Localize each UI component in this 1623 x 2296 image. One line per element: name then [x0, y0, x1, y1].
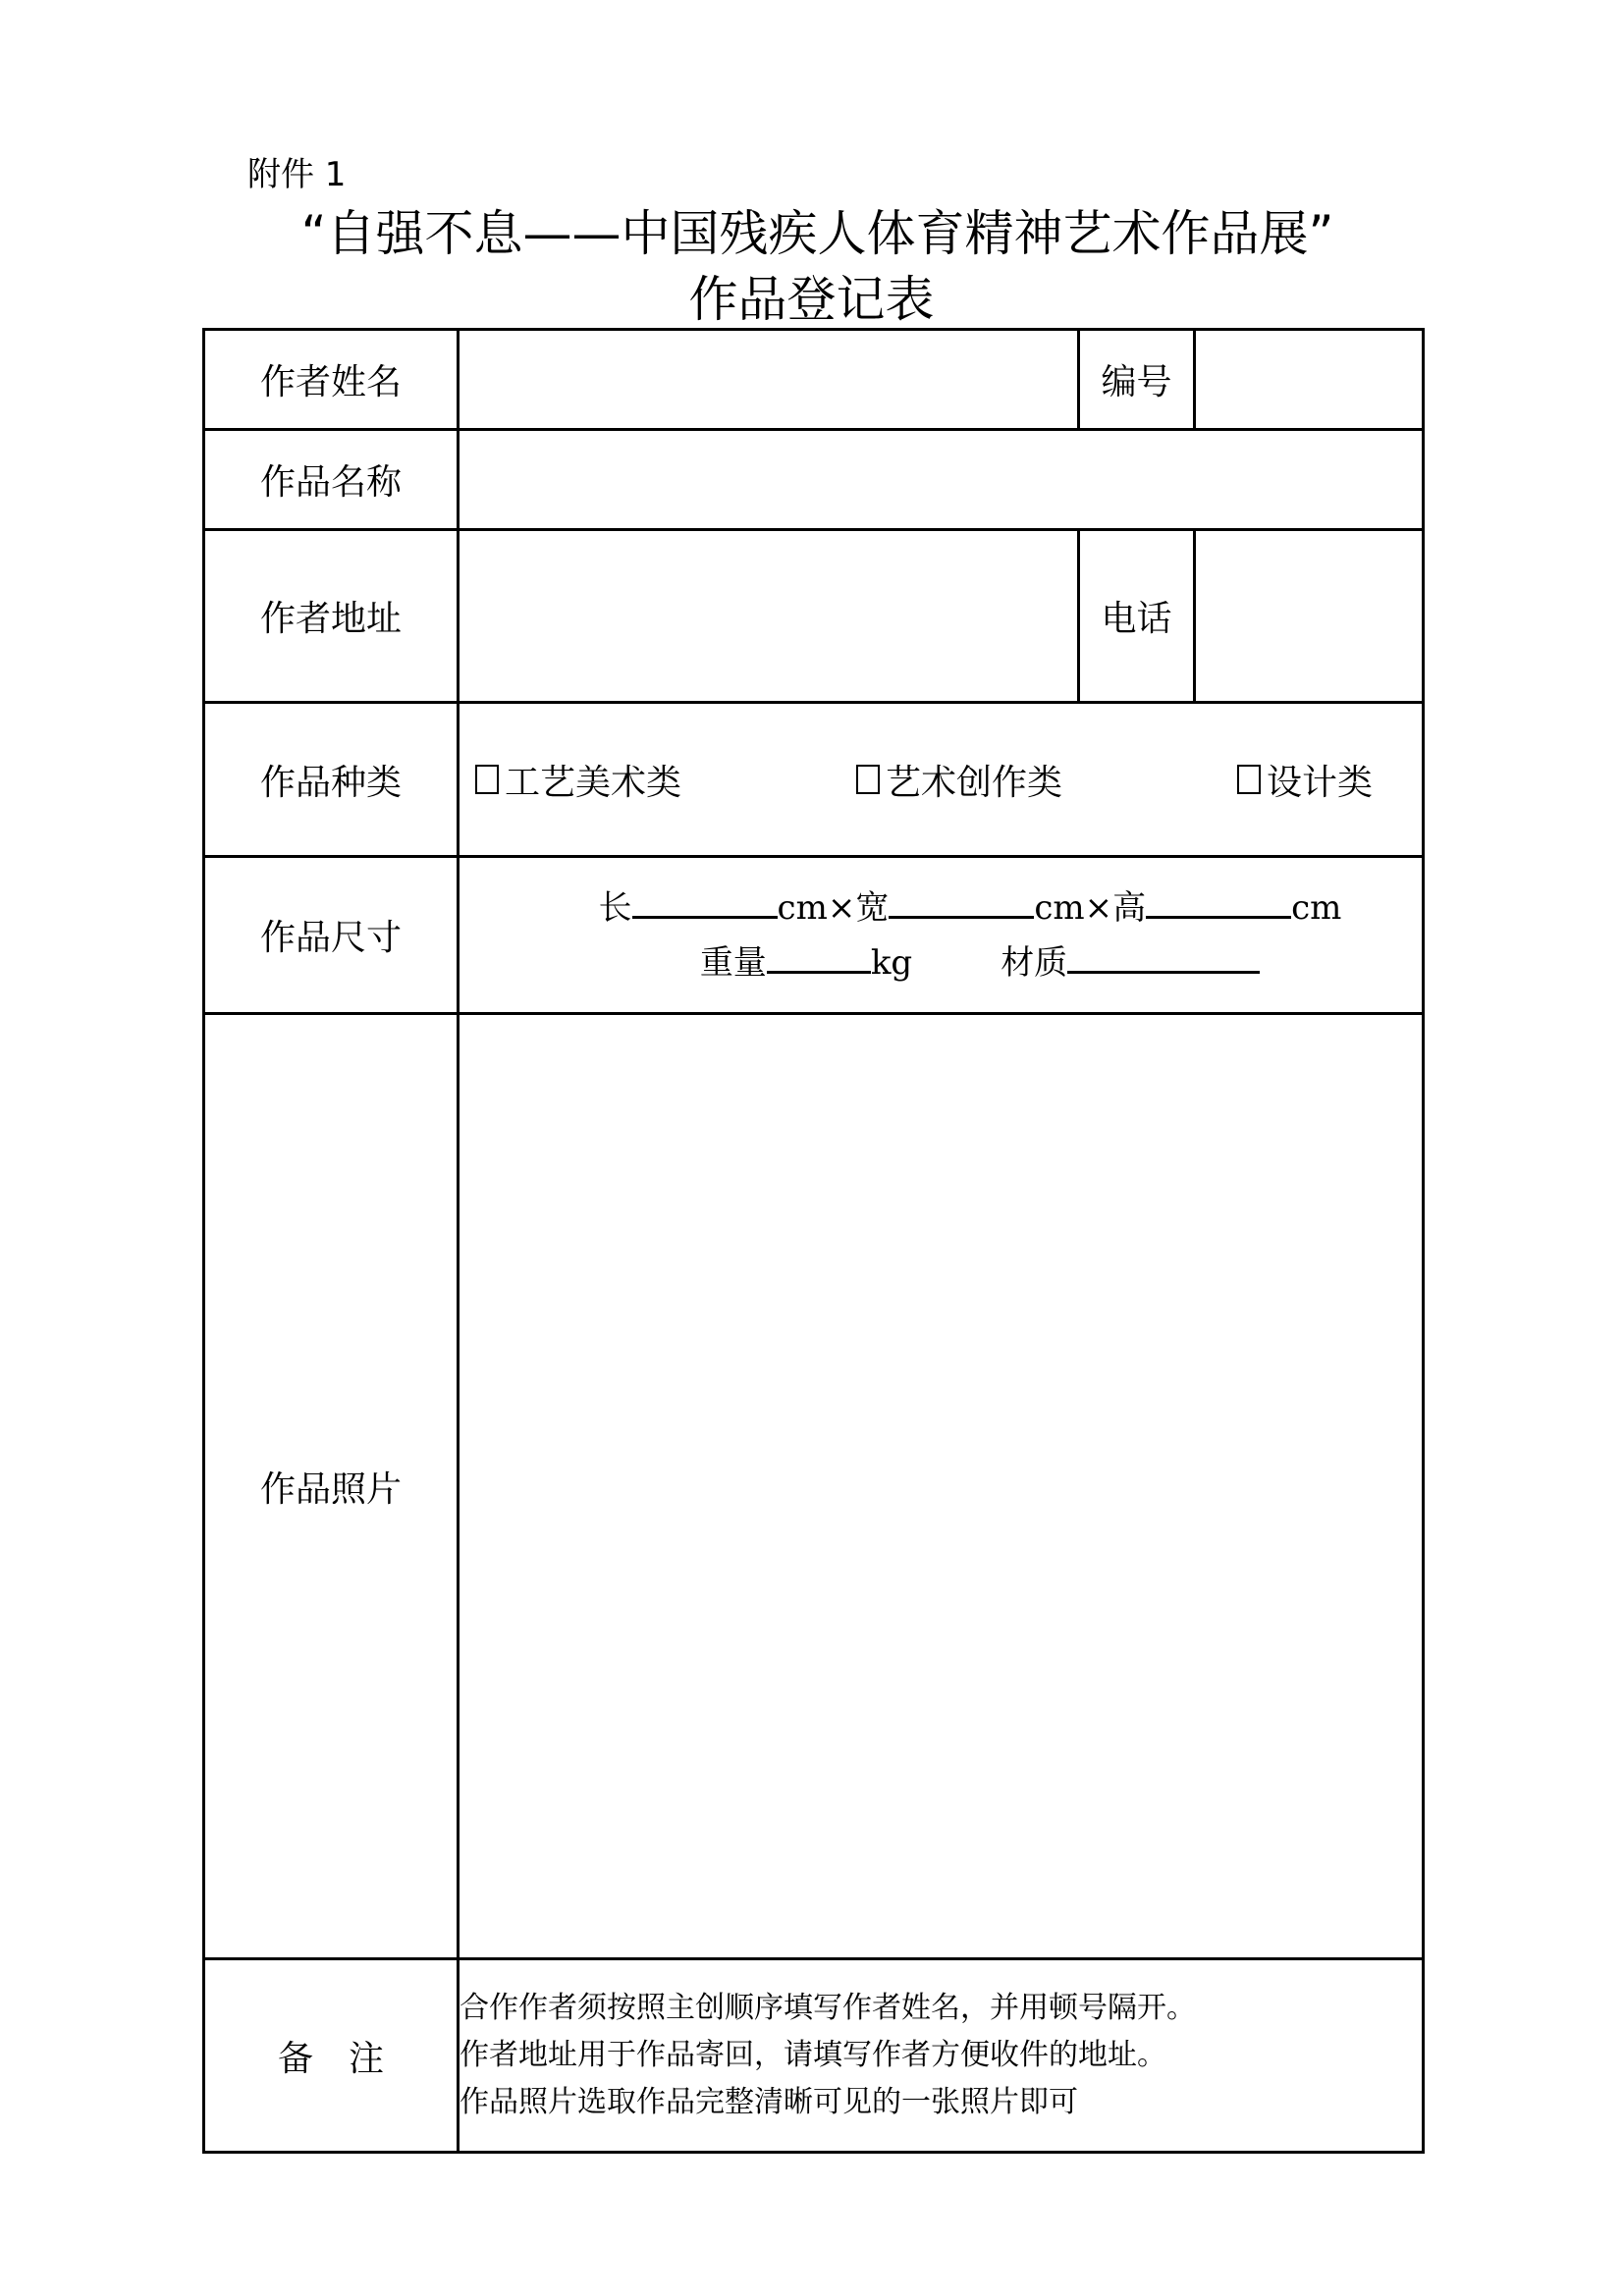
remarks-label: 备 注 — [204, 1959, 459, 2153]
photo-area[interactable] — [459, 1014, 1424, 1959]
author-name-label: 作者姓名 — [204, 330, 459, 430]
times-sign: × — [827, 887, 856, 928]
unit-cm: cm — [1034, 887, 1085, 928]
number-field[interactable] — [1195, 330, 1424, 430]
length-label: 长 — [598, 887, 632, 928]
width-field[interactable] — [889, 886, 1034, 919]
times-sign: × — [1084, 887, 1113, 928]
phone-field[interactable] — [1195, 530, 1424, 703]
author-address-field[interactable] — [459, 530, 1079, 703]
category-label: 作品种类 — [204, 703, 459, 857]
work-title-field[interactable] — [459, 430, 1424, 530]
weight-material-line — [460, 935, 1422, 990]
remarks-content — [459, 1959, 1424, 2153]
category-option-crafts[interactable] — [475, 755, 681, 805]
author-address-label: 作者地址 — [204, 530, 459, 703]
width-label: 宽 — [855, 887, 890, 928]
row-work-title — [204, 430, 1424, 530]
photo-label: 作品照片 — [204, 1014, 459, 1959]
height-label: 高 — [1112, 887, 1147, 928]
row-photo — [204, 1014, 1424, 1959]
unit-kg: kg — [870, 942, 913, 983]
author-name-field[interactable] — [459, 330, 1079, 430]
category-options — [459, 703, 1424, 857]
remark-line: 作品照片选取作品完整清晰可见的一张照片即可 — [460, 2085, 1078, 2119]
row-size — [204, 857, 1424, 1014]
document-title: “自强不息——中国残疾人体育精神艺术作品展” — [300, 205, 1334, 262]
height-field[interactable] — [1146, 886, 1291, 919]
length-field[interactable] — [632, 886, 778, 919]
category-option-label: 工艺美术类 — [505, 762, 682, 803]
category-option-label: 艺术创作类 — [885, 762, 1062, 803]
row-author-address — [204, 530, 1424, 703]
number-label: 编号 — [1079, 330, 1195, 430]
phone-label: 电话 — [1079, 530, 1195, 703]
unit-cm: cm — [777, 887, 828, 928]
checkbox-icon[interactable] — [1237, 765, 1261, 794]
material-label: 材质 — [1001, 942, 1068, 983]
row-category — [204, 703, 1424, 857]
remark-line: 合作作者须按照主创顺序填写作者姓名，并用顿号隔开。 — [460, 1991, 1196, 2025]
weight-field[interactable] — [767, 941, 871, 974]
form-title: 作品登记表 — [688, 271, 935, 328]
size-fields — [459, 857, 1424, 1014]
attachment-label: 附件 1 — [247, 155, 347, 194]
weight-label: 重量 — [699, 942, 767, 983]
size-label: 作品尺寸 — [204, 857, 459, 1014]
category-option-art-creation[interactable] — [856, 755, 1062, 805]
registration-form-table — [202, 328, 1425, 2154]
checkbox-icon[interactable] — [475, 765, 499, 794]
checkbox-icon[interactable] — [856, 765, 880, 794]
category-option-design[interactable] — [1237, 755, 1373, 805]
category-option-label: 设计类 — [1266, 762, 1373, 803]
remark-line: 作者地址用于作品寄回，请填写作者方便收件的地址。 — [460, 2038, 1166, 2072]
unit-cm: cm — [1291, 887, 1342, 928]
work-title-label: 作品名称 — [204, 430, 459, 530]
row-remarks — [204, 1959, 1424, 2153]
row-author-name — [204, 330, 1424, 430]
dimension-line — [460, 881, 1422, 935]
material-field[interactable] — [1067, 941, 1260, 974]
